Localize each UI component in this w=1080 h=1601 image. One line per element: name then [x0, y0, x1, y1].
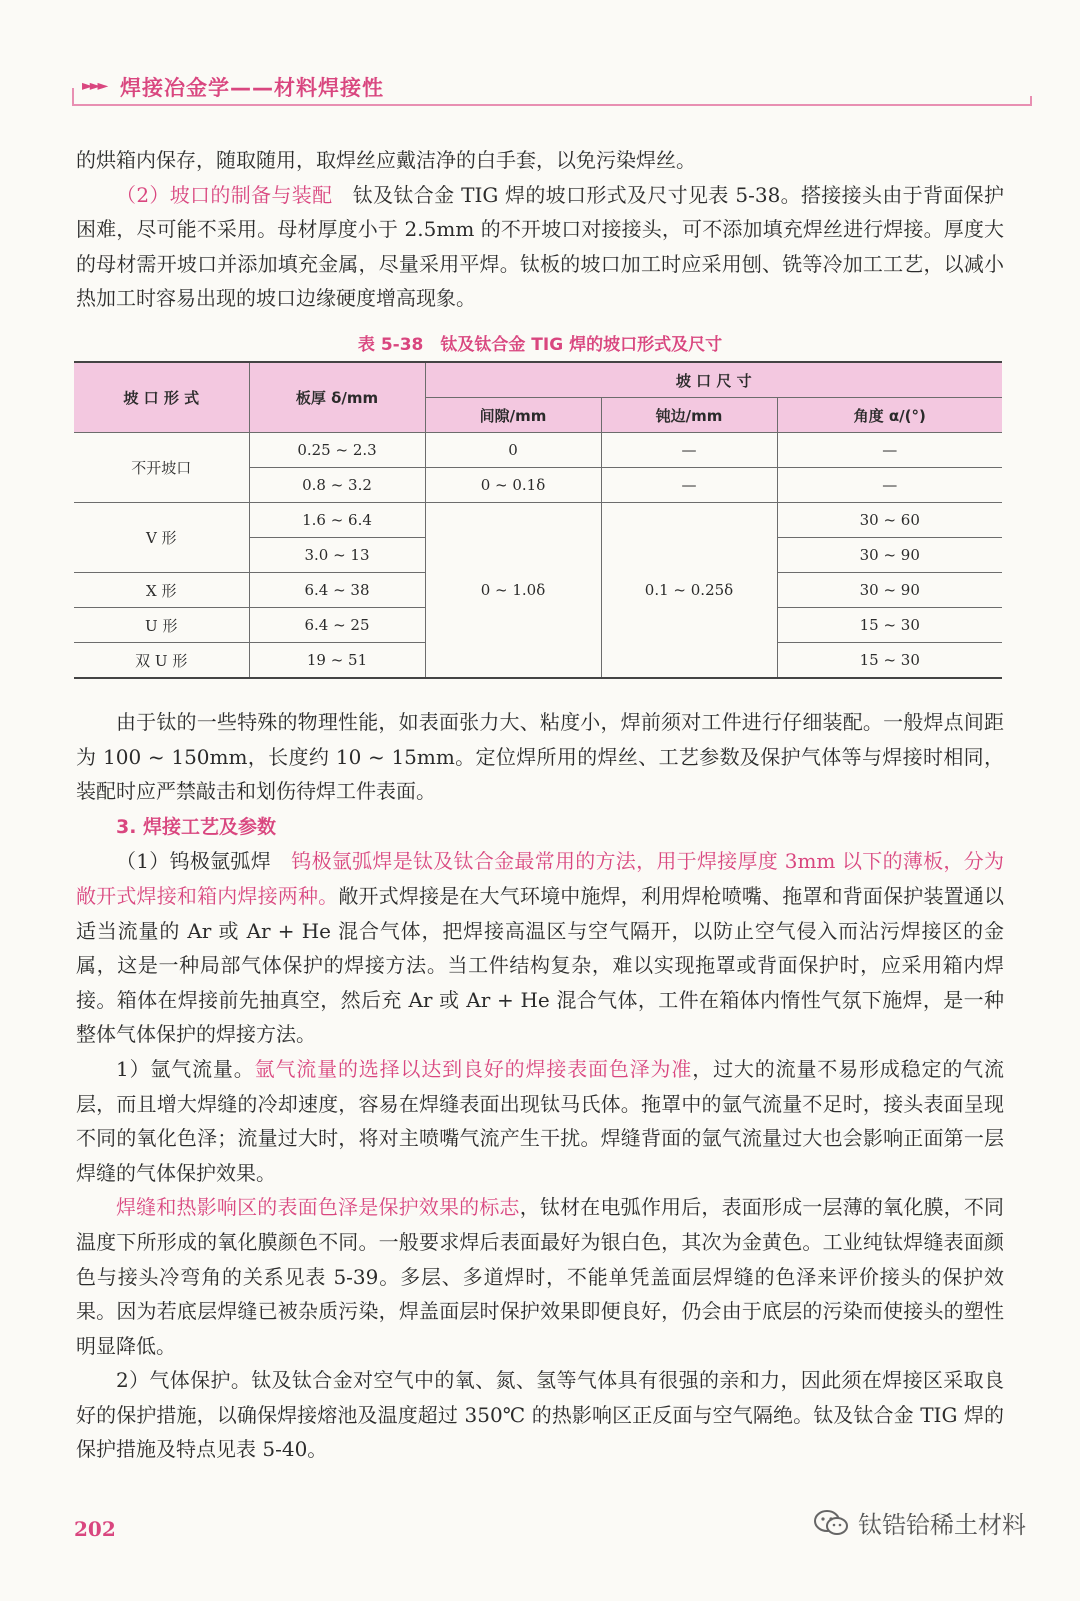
surface-color-highlight: 焊缝和热影响区的表面色泽是保护效果的标志 — [116, 1195, 520, 1220]
cell-angle: — — [777, 433, 1002, 468]
argon-flow-highlight: 氩气流量的选择以达到良好的焊接表面色泽为准 — [254, 1056, 693, 1081]
cell-angle: — — [777, 468, 1002, 503]
paragraph-groove-prep — [76, 178, 1004, 316]
paragraph-continued: 的烘箱内保存，随取随用，取焊丝应戴洁净的白手套，以免污染焊丝。 — [76, 148, 696, 172]
wechat-icon — [812, 1508, 850, 1538]
section-heading-text: 3. 焊接工艺及参数 — [116, 815, 277, 838]
groove-prep-body: 钛及钛合金 TIG 焊的坡口形式及尺寸见表 5-38。搭接接头由于背面保护困难，尽可能不采用。母材厚度小于 2.5mm 的不开坡口对接接头，可不添加填充焊丝进行焊接。厚度大的母材需开坡口并添加填充金属，尽量采用平焊。钛板的坡口加工时应采用刨、铣等冷加工工艺，以减小热加工时容易出现的坡口边缘硬度增高现象。 — [76, 182, 1004, 311]
cell-angle: 30 ~ 90 — [777, 573, 1002, 608]
header-groove-form: 坡 口 形 式 — [74, 362, 249, 433]
header-thickness: 板厚 δ/mm — [249, 362, 425, 433]
cell-thickness: 1.6 ~ 6.4 — [249, 503, 425, 538]
cell-thickness: 6.4 ~ 38 — [249, 573, 425, 608]
cell-thickness: 6.4 ~ 25 — [249, 608, 425, 643]
argon-flow-heading: 1）氩气流量。 — [116, 1056, 255, 1081]
cell-gap: 0 ~ 1.0δ — [425, 503, 601, 679]
body-text-bottom — [76, 705, 1004, 1467]
header-rule — [72, 104, 1032, 106]
paragraph-surface-color — [76, 1190, 1004, 1363]
cell-root-face: — — [601, 433, 777, 468]
table-caption: 表 5-38 钛及钛合金 TIG 焊的坡口形式及尺寸 — [357, 335, 723, 355]
cell-angle: 15 ~ 30 — [777, 643, 1002, 679]
cell-form: X 形 — [74, 573, 249, 608]
page-number: 202 — [74, 1517, 116, 1541]
cell-thickness: 19 ~ 51 — [249, 643, 425, 679]
cell-form: 不开坡口 — [74, 433, 249, 503]
cell-form: V 形 — [74, 503, 249, 573]
tig-heading: （1）钨极氩弧焊 — [116, 849, 271, 874]
section-heading — [76, 809, 1004, 845]
groove-spec-table — [74, 361, 1002, 679]
cell-form: 双 U 形 — [74, 643, 249, 679]
header-arrows-icon: ►►► — [82, 78, 106, 94]
body-text-top — [76, 143, 1004, 316]
header-gap: 间隙/mm — [425, 398, 601, 433]
paragraph-assembly: 由于钛的一些特殊的物理性能，如表面张力大、粘度小，焊前须对工件进行仔细装配。一般焊点间距为 100 ~ 150mm，长度约 10 ~ 15mm。定位焊所用的焊丝、工艺参数及保护气体等与焊接时相同，装配时应严禁敲击和划伤待焊工件表面。 — [76, 710, 1004, 804]
paragraph-argon-flow — [76, 1052, 1004, 1190]
cell-root-face: — — [601, 468, 777, 503]
paragraph-tig — [76, 844, 1004, 1052]
table-row — [74, 433, 1002, 468]
cell-angle: 30 ~ 60 — [777, 503, 1002, 538]
paragraph-gas-protection: 2）气体保护。钛及钛合金对空气中的氧、氮、氢等气体具有很强的亲和力，因此须在焊接区采取良好的保护措施，以确保焊接熔池及温度超过 350℃ 的热影响区正反面与空气隔绝。钛及钛合金 TIG 焊的保护措施及特点见表 5-40。 — [76, 1368, 1004, 1462]
header-root-face: 钝边/mm — [601, 398, 777, 433]
cell-gap: 0 — [425, 433, 601, 468]
tig-body: 敞开式焊接是在大气环境中施焊，利用焊枪喷嘴、拖罩和背面保护装置通以适当流量的 Ar 或 Ar + He 混合气体，把焊接高温区与空气隔开，以防止空气侵入而沾污焊接区的金属，这是一种局部气体保护的焊接方法。当工件结构复杂，难以实现拖罩或背面保护时，应采用箱内焊接。箱体在焊接前先抽真空，然后充 Ar 或 Ar + He 混合气体，工件在箱体内惰性气氛下施焊，是一种整体气体保护的焊接方法。 — [76, 883, 1005, 1047]
watermark — [812, 1505, 1026, 1540]
tig-highlight: 钨极氩弧焊是钛及钛合金最常用的方法，用于焊接厚度 3mm 以下的薄板，分为敞开式焊接和箱内焊接两种。 — [76, 849, 1004, 908]
surface-color-body: ，钛材在电弧作用后，表面形成一层薄的氧化膜，不同温度下所形成的氧化膜颜色不同。一般要求焊后表面最好为银白色，其次为金黄色。工业纯钛焊缝表面颜色与接头冷弯角的关系见表 5-39。多层、多道焊时，不能单凭盖面层焊缝的色泽来评价接头的保护效果。因为若底层焊缝已被杂质污染，焊盖面层时保护效果即便良好，仍会由于底层的污染而使接头的塑性明显降低。 — [76, 1195, 1005, 1358]
groove-prep-heading: （2）坡口的制备与装配 — [116, 182, 333, 207]
cell-form: U 形 — [74, 608, 249, 643]
header-groove-size: 坡 口 尺 寸 — [425, 362, 1002, 398]
running-header — [72, 72, 1032, 106]
header-angle: 角度 α/(°) — [777, 398, 1002, 433]
table-row — [74, 503, 1002, 538]
header-title: 焊接冶金学——材料焊接性 — [120, 76, 384, 100]
cell-gap: 0 ~ 0.1δ — [425, 468, 601, 503]
argon-flow-body: ，过大的流量不易形成稳定的气流层，而且增大焊缝的冷却速度，容易在焊缝表面出现钛马氏体。拖罩中的氩气流量不足时，接头表面呈现不同的氧化色泽；流量过大时，将对主喷嘴气流产生干扰。焊缝背面的氩气流量过大也会影响正面第一层焊缝的气体保护效果。 — [76, 1056, 1005, 1185]
watermark-text: 钛锆铪稀土材料 — [858, 1511, 1026, 1539]
cell-thickness: 0.25 ~ 2.3 — [249, 433, 425, 468]
cell-angle: 15 ~ 30 — [777, 608, 1002, 643]
cell-angle: 30 ~ 90 — [777, 538, 1002, 573]
cell-thickness: 3.0 ~ 13 — [249, 538, 425, 573]
cell-thickness: 0.8 ~ 3.2 — [249, 468, 425, 503]
cell-root-face: 0.1 ~ 0.25δ — [601, 503, 777, 679]
